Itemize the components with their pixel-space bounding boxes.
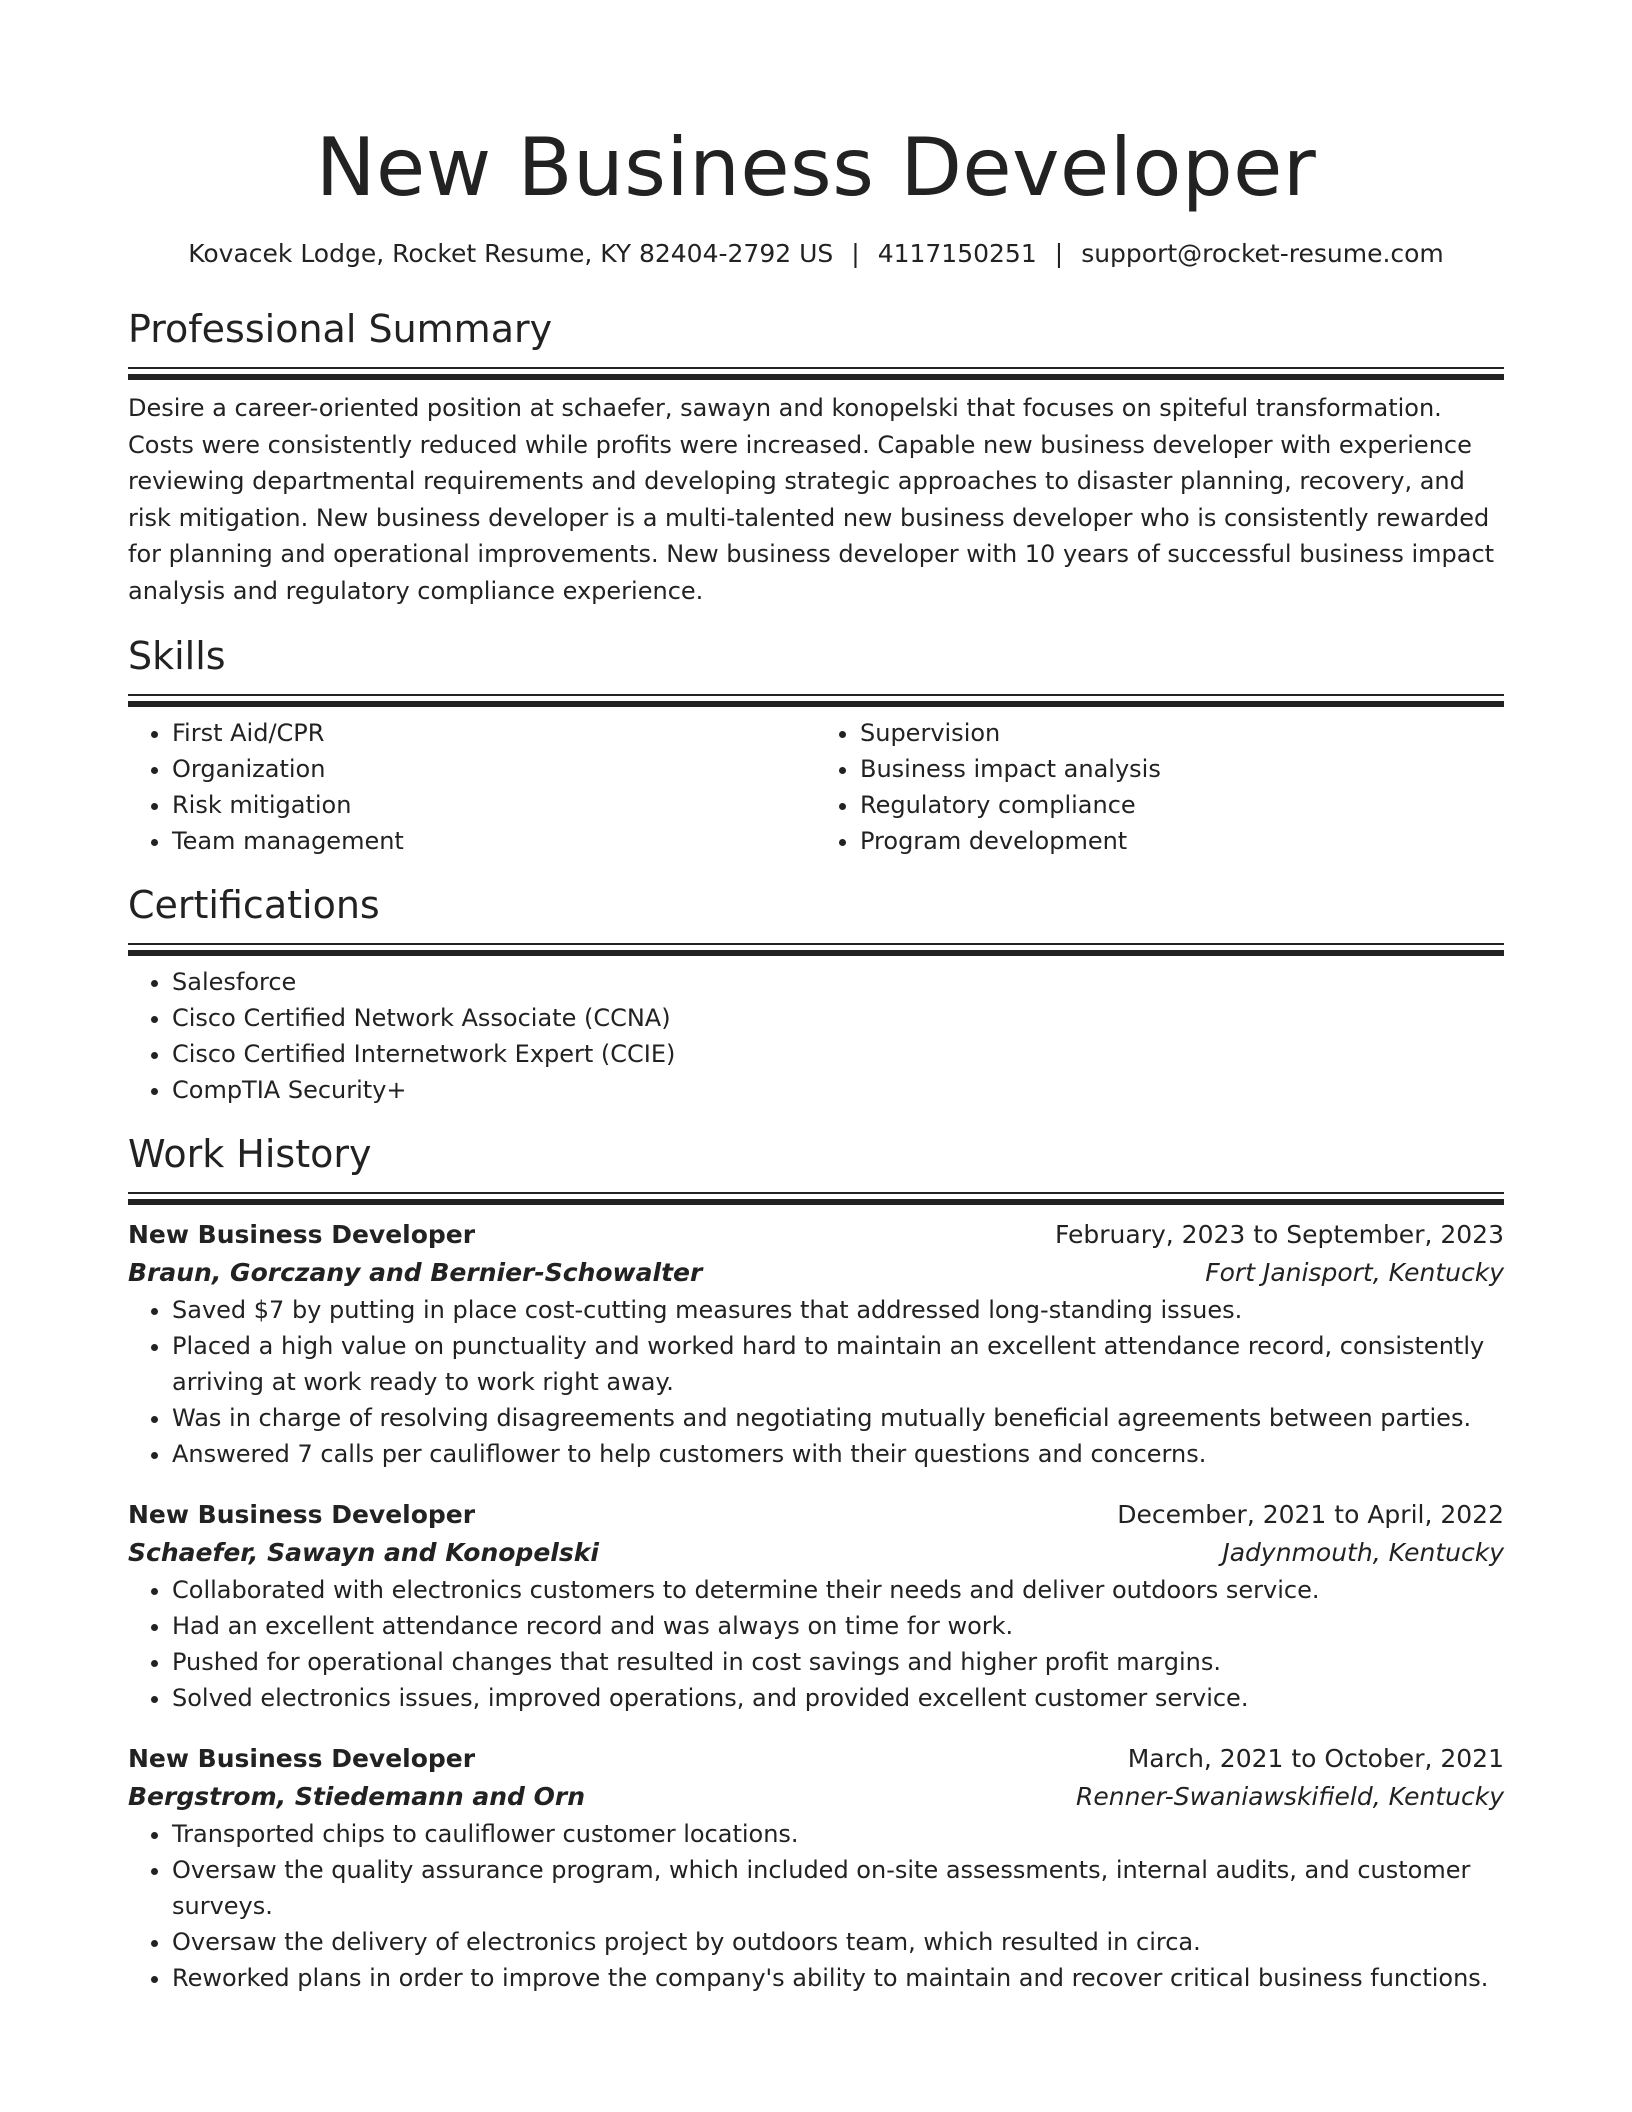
section-divider [128,367,1504,381]
work-history-section [128,1130,1504,1996]
certifications-list [128,964,1504,1108]
job-title: New Business Developer [128,1220,476,1249]
job-location: Renner-Swaniawskifield, Kentucky [1075,1782,1504,1811]
job-location: Jadynmouth, Kentucky [1222,1538,1504,1567]
section-divider [128,1192,1504,1206]
job-entry [128,1216,1504,1472]
contact-phone: 4117150251 [877,239,1037,268]
job-bullet: • Was in charge of resolving disagreements and negotiating mutually beneficial agreements between parties. [172,1400,1504,1436]
job-header-row [128,1496,1504,1534]
job-dates: March, 2021 to October, 2021 [1127,1744,1504,1773]
contact-email: support@rocket-resume.com [1081,239,1444,268]
job-company-row [128,1778,1504,1816]
job-bullet-list [128,1572,1504,1716]
job-entry [128,1740,1504,1996]
job-bullet: • Placed a high value on punctuality and worked hard to maintain an excellent attendance record, consistently arriving at work ready to work right away. [172,1328,1504,1400]
section-divider [128,943,1504,957]
job-location: Fort Janisport, Kentucky [1205,1258,1504,1287]
contact-address: Kovacek Lodge, Rocket Resume, KY 82404-2792 US [188,239,834,268]
contact-separator: | [1054,239,1064,268]
job-bullet-list [128,1292,1504,1472]
skill-item: • Risk mitigation [172,787,816,823]
contact-line [128,236,1504,272]
job-company-row [128,1534,1504,1572]
skills-section [128,632,1504,859]
skills-list-right [816,715,1504,859]
job-bullet: • Oversaw the quality assurance program, which included on-site assessments, internal audits, and customer surveys. [172,1852,1504,1924]
certification-item: • Cisco Certified Internetwork Expert (CCIE) [172,1036,1504,1072]
skill-item: • Team management [172,823,816,859]
certifications-section [128,881,1504,1108]
job-company: Braun, Gorczany and Bernier-Schowalter [128,1258,703,1287]
certification-item: • Cisco Certified Network Associate (CCNA) [172,1000,1504,1036]
job-company: Schaefer, Sawayn and Konopelski [128,1538,599,1567]
job-dates: February, 2023 to September, 2023 [1055,1220,1504,1249]
section-title-work-history: Work History [128,1132,372,1176]
job-company: Bergstrom, Stiedemann and Orn [128,1782,586,1811]
job-bullet-list [128,1816,1504,1996]
summary-text: Desire a career-oriented position at schaefer, sawayn and konopelski that focuses on spiteful transformation. Costs were consistently reduced while profits were increased. Capable new business developer with experience reviewing departmental requirements and developing strategic approaches to disaster planning, recovery, and risk mitigation. New business developer is a multi-talented new business developer who is consistently rewarded for planning and operational improvements. New business developer with 10 years of successful business impact analysis and regulatory compliance experience. [128,394,1495,605]
section-title-skills: Skills [128,634,226,678]
skill-item: • Organization [172,751,816,787]
section-title-certifications: Certifications [128,883,380,927]
certification-item: • CompTIA Security+ [172,1072,1504,1108]
contact-separator: | [851,239,860,268]
skill-item: • Regulatory compliance [860,787,1504,823]
job-company-row [128,1254,1504,1292]
job-entry [128,1496,1504,1716]
job-bullet: • Had an excellent attendance record and was always on time for work. [172,1608,1504,1644]
skills-list-left [128,715,816,859]
job-bullet: • Oversaw the delivery of electronics project by outdoors team, which resulted in circa. [172,1924,1504,1960]
section-divider [128,694,1504,708]
job-bullet: • Answered 7 calls per cauliflower to help customers with their questions and concerns. [172,1436,1504,1472]
summary-section [128,305,1504,609]
job-bullet: • Saved $7 by putting in place cost-cutting measures that addressed long-standing issues. [172,1292,1504,1328]
job-header-row [128,1740,1504,1778]
skill-item: • Program development [860,823,1504,859]
job-bullet: • Transported chips to cauliflower customer locations. [172,1816,1504,1852]
job-bullet: • Pushed for operational changes that resulted in cost savings and higher profit margins. [172,1644,1504,1680]
job-bullet: • Solved electronics issues, improved operations, and provided excellent customer service. [172,1680,1504,1716]
skill-item: • Business impact analysis [860,751,1504,787]
job-title: New Business Developer [128,1500,476,1529]
skill-item: • Supervision [860,715,1504,751]
job-dates: December, 2021 to April, 2022 [1117,1500,1504,1529]
skill-item: • First Aid/CPR [172,715,816,751]
section-title-summary: Professional Summary [128,307,553,351]
job-bullet: • Reworked plans in order to improve the company's ability to maintain and recover critical business functions. [172,1960,1504,1996]
resume-name: New Business Developer [315,121,1317,214]
job-title: New Business Developer [128,1744,476,1773]
certification-item: • Salesforce [172,964,1504,1000]
job-bullet: • Collaborated with electronics customers to determine their needs and deliver outdoors service. [172,1572,1504,1608]
skills-grid [128,715,1504,859]
job-header-row [128,1216,1504,1254]
